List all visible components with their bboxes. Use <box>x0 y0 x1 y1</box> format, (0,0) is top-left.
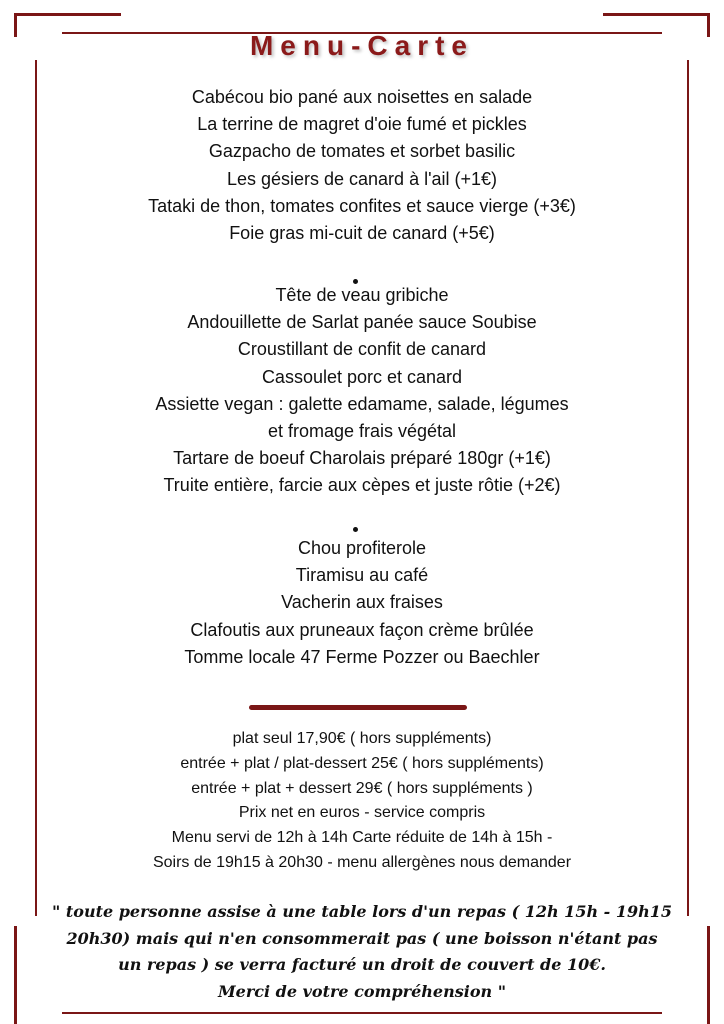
menu-item: Truite entière, farcie aux cèpes et juste rôtie (+2€) <box>163 475 561 496</box>
price-info <box>0 727 724 876</box>
menu-item: Les gésiers de canard à l'ail (+1€) <box>226 168 498 189</box>
menu-item: Gazpacho de tomates et sorbet basilic <box>208 141 516 162</box>
menu-item: Cabécou bio pané aux noisettes en salade <box>191 87 533 107</box>
menu-item: Tartare de boeuf Charolais préparé 180gr (+1€) <box>173 448 551 469</box>
menu-item: Cassoulet porc et canard <box>261 366 463 387</box>
frame-top-left-horizontal <box>14 13 121 16</box>
notice-line: 20h30) mais qui n'en consommerait pas ( une boisson n'étant pas <box>66 928 658 948</box>
desserts-list <box>0 535 724 671</box>
entrees-list <box>0 84 724 247</box>
price-line: Prix net en euros - service compris <box>238 804 486 822</box>
menu-item: Clafoutis aux pruneaux façon crème brûlée <box>190 619 534 640</box>
price-line: Menu servi de 12h à 14h Carte réduite de 14h à 15h - <box>171 829 553 847</box>
price-line: Soirs de 19h15 à 20h30 - menu allergènes nous demander <box>152 853 572 871</box>
cover-charge-notice <box>0 899 724 1005</box>
frame-bottom-line <box>62 1012 662 1014</box>
frame-top-right-horizontal <box>603 13 710 16</box>
price-line: entrée + plat / plat-dessert 25€ ( hors suppléments) <box>180 754 544 772</box>
menu-item: Vacherin aux fraises <box>281 592 443 613</box>
notice-line: " toute personne assise à une table lors d'un repas ( 12h 15h - 19h15 <box>51 902 673 921</box>
price-line: entrée + plat + dessert 29€ ( hors suppléments ) <box>191 779 533 797</box>
menu-item: Tomme locale 47 Ferme Pozzer ou Baechler <box>184 646 540 667</box>
menu-item: Tataki de thon, tomates confites et sauce vierge (+3€) <box>148 195 576 216</box>
menu-item: Foie gras mi-cuit de canard (+5€) <box>229 222 495 243</box>
notice-line: un repas ) se verra facturé un droit de couvert de 10€. <box>118 955 606 974</box>
plats-list <box>0 282 724 500</box>
price-line: plat seul 17,90€ ( hors suppléments) <box>232 730 492 747</box>
menu-item: Assiette vegan : galette edamame, salade, légumes <box>155 393 569 414</box>
menu-item: La terrine de magret d'oie fumé et pickles <box>197 114 527 135</box>
divider <box>249 705 467 710</box>
notice-line: Merci de votre compréhension " <box>217 981 507 1001</box>
page-title: Menu-Carte <box>249 30 474 61</box>
menu-item: Croustillant de confit de canard <box>237 339 487 360</box>
section-separator-dot <box>353 527 358 532</box>
menu-item: Andouillette de Sarlat panée sauce Soubise <box>187 312 537 333</box>
menu-item: Chou profiterole <box>297 538 427 558</box>
menu-item: et fromage frais végétal <box>267 420 457 441</box>
menu-item: Tête de veau gribiche <box>275 285 449 305</box>
menu-item: Tiramisu au café <box>295 565 429 586</box>
